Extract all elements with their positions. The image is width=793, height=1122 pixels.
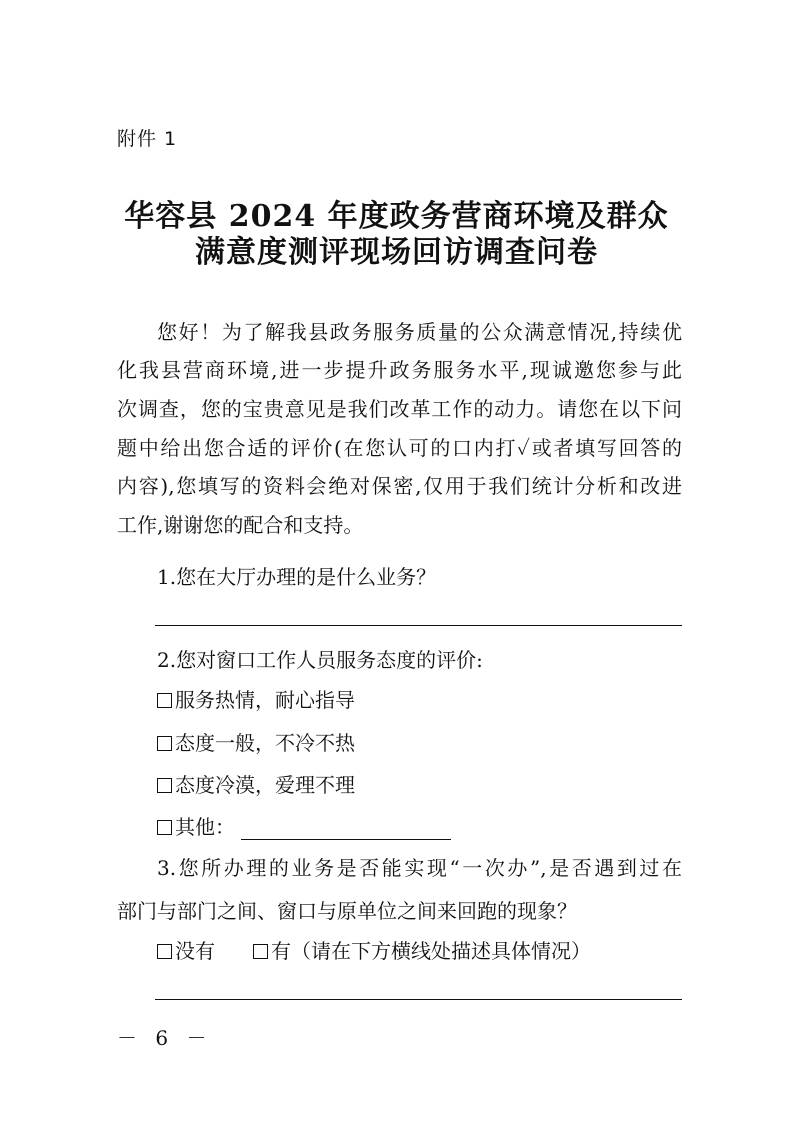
question-1-text: 1.您在大厅办理的是什么业务？: [157, 565, 437, 589]
q3-option-yes[interactable]: [253, 939, 591, 963]
intro-paragraph-line: 工作,谢谢您的配合和支持。: [117, 513, 364, 537]
option-label: 态度冷漠，爱理不理: [175, 773, 355, 797]
option-label: 没有: [175, 939, 215, 963]
intro-paragraph-line: 您好！为了解我县政务服务质量的公众满意情况,持续优: [157, 320, 682, 344]
q2-option-other[interactable]: [157, 813, 451, 841]
checkbox-icon[interactable]: [157, 778, 172, 793]
question-1-answer-line[interactable]: [155, 625, 682, 626]
attachment-label: 附件 1: [117, 128, 178, 150]
intro-paragraph-line: 化我县营商环境,进一步提升政务服务水平,现诚邀您参与此: [117, 358, 682, 382]
intro-paragraph-line: 次调查，您的宝贵意见是我们改革工作的动力。请您在以下问: [117, 397, 682, 421]
document-title-line-1: 华容县 2024 年度政务营商环境及群众: [124, 199, 669, 234]
option-label: 服务热情，耐心指导: [175, 688, 355, 712]
option-label: 其他：: [175, 815, 235, 839]
checkbox-icon[interactable]: [253, 944, 268, 959]
checkbox-icon[interactable]: [157, 820, 172, 835]
q3-option-no[interactable]: [157, 939, 215, 963]
option-label: 有（请在下方横线处描述具体情况）: [271, 939, 591, 963]
document-title-line-2: 满意度测评现场回访调查问卷: [195, 235, 598, 270]
q2-option-indifferent[interactable]: [157, 771, 355, 799]
q3-options-row: [157, 937, 591, 965]
q2-option-average[interactable]: [157, 729, 355, 757]
question-3-answer-line[interactable]: [155, 999, 682, 1000]
question-2-text: 2.您对窗口工作人员服务态度的评价:: [157, 648, 483, 672]
page-number: － 6 －: [117, 1026, 213, 1050]
q2-option-enthusiastic[interactable]: [157, 686, 355, 714]
question-3-text-line-1: 3.您所办理的业务是否能实现“一次办”,是否遇到过在: [157, 856, 682, 880]
intro-paragraph-line: 题中给出您合适的评价(在您认可的口内打✓或者填写回答的: [117, 436, 682, 460]
intro-paragraph-line: 内容),您填写的资料会绝对保密,仅用于我们统计分析和改进: [117, 474, 682, 498]
checkbox-icon[interactable]: [157, 944, 172, 959]
checkbox-icon[interactable]: [157, 693, 172, 708]
question-3-text-line-2: 部门与部门之间、窗口与原单位之间来回跑的现象？: [117, 899, 577, 923]
other-answer-line[interactable]: [241, 817, 451, 840]
checkbox-icon[interactable]: [157, 736, 172, 751]
option-label: 态度一般，不冷不热: [175, 731, 355, 755]
